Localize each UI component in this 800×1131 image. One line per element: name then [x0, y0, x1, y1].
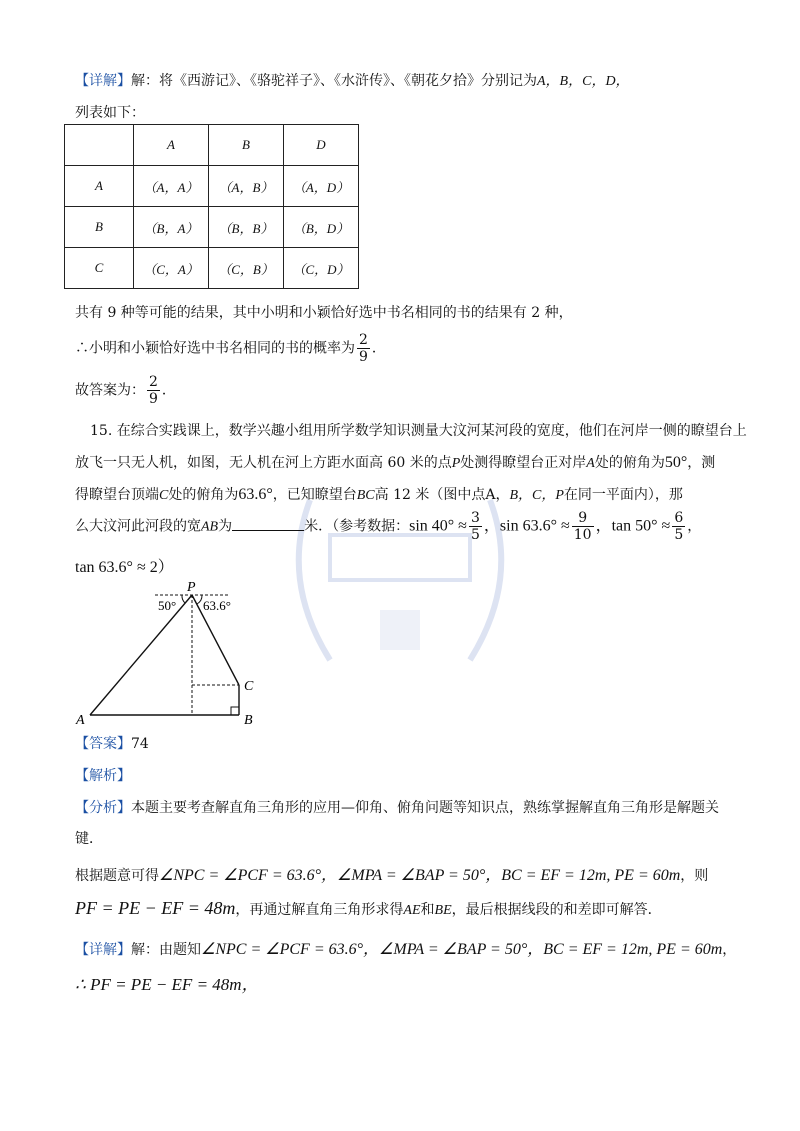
- table-header-cell: D: [284, 125, 359, 166]
- given-line2: PF = PE − EF = 48m，再通过解直角三角形求得AE和BE，最后根据线段的和差即可解答．: [75, 898, 662, 918]
- table-cell: （A，B）: [209, 166, 284, 207]
- detail-tag: 【详解】: [75, 73, 131, 89]
- problem15-line4: 么大汶河此河段的宽AB为 米．（参考数据：sin 40° ≈ $\frac{3}{5}$ ，sin 63.6° ≈ $\frac{9}{10}$ ，tan 50° ≈ $\frac{6}{5}$ ，: [75, 510, 702, 543]
- table-row: [65, 248, 359, 289]
- answer-line: [75, 733, 149, 753]
- ref3-fraction: $\frac{6}{5}$: [674, 510, 684, 543]
- answer-line-prev: 故答案为： $\frac{2}{9}$ ．: [75, 374, 176, 407]
- table-row: [65, 207, 359, 248]
- prev-detail-line: 【详解】解：将《西游记》、《骆驼祥子》、《水浒传》、《朝花夕拾》分别记为A，B，C，D，: [75, 73, 630, 89]
- detail-line2: ∴ PF = PE − EF = 48m，: [75, 975, 259, 994]
- label-A: A: [76, 713, 85, 728]
- fenxi-line2: 键．: [75, 831, 103, 847]
- table-header-row: [65, 125, 359, 166]
- answer-tag: 【答案】: [75, 736, 131, 752]
- table-cell: （A，D）: [284, 166, 359, 207]
- table-cell: （C，A）: [134, 248, 209, 289]
- table-cell: C: [65, 248, 134, 289]
- fenxi-tag: 【分析】: [75, 800, 131, 816]
- list-intro: 列表如下：: [75, 105, 145, 121]
- fenxi-line1: 【分析】本题主要考查解直角三角形的应用—仰角、俯角问题等知识点，熟练掌握解直角三角形是解题关: [75, 800, 719, 816]
- angle-arc-left: [182, 595, 185, 603]
- table-header-cell: B: [209, 125, 284, 166]
- table-cell: （B，D）: [284, 207, 359, 248]
- table-cell: （C，D）: [284, 248, 359, 289]
- table-header-cell: [65, 125, 134, 166]
- problem15-line1: 15. 在综合实践课上，数学兴趣小组用所学数学知识测量大汶河某河段的宽度，他们在河岸一侧的瞭望台上: [90, 423, 747, 439]
- analysis-tag: 【解析】: [75, 768, 131, 784]
- angle-arc-right: [197, 595, 202, 604]
- table-cell: （B，A）: [134, 207, 209, 248]
- table-cell: A: [65, 166, 134, 207]
- table-cell: （A，A）: [134, 166, 209, 207]
- answer-fraction: $\frac{2}{9}$: [149, 374, 158, 407]
- geometry-figure: [70, 578, 270, 728]
- answer-value: 74: [131, 736, 149, 752]
- given-line1: 根据题意可得∠NPC = ∠PCF = 63.6°，∠MPA = ∠BAP = 50°，BC = EF = 12m, PE = 60m，则: [75, 867, 709, 884]
- probability-line: ∴小明和小颖恰好选中书名相同的书的概率为 $\frac{2}{9}$ ．: [75, 332, 386, 365]
- problem15-line2: 放飞一只无人机，如图，无人机在河上方距水面高 60 米的点P处测得瞭望台正对岸A处的俯角为50°，测: [75, 454, 716, 471]
- table-row: [65, 166, 359, 207]
- ref2-fraction: $\frac{9}{10}$: [573, 510, 592, 543]
- label-C: C: [244, 679, 254, 694]
- label-B: B: [244, 713, 253, 728]
- outcome-table: [64, 124, 359, 289]
- problem15-line5: tan 63.6° ≈ 2）: [75, 559, 174, 576]
- detail-tag-2: 【详解】: [75, 942, 131, 958]
- table-cell: （C，B）: [209, 248, 284, 289]
- detail-line1: 【详解】解：由题知∠NPC = ∠PCF = 63.6°，∠MPA = ∠BAP = 50°，BC = EF = 12m, PE = 60m，: [75, 941, 737, 958]
- table-cell: B: [65, 207, 134, 248]
- table-cell: （B，B）: [209, 207, 284, 248]
- ref1-fraction: $\frac{3}{5}$: [470, 510, 480, 543]
- answer-blank: [232, 516, 304, 531]
- table-header-cell: A: [134, 125, 209, 166]
- segment-PA: [90, 595, 192, 715]
- angle-label-left: 50°: [158, 598, 177, 613]
- problem15-line3: 得瞭望台顶端C处的俯角为63.6°，已知瞭望台BC高 12 米（图中点A，B，C，P在同一平面内），那: [75, 486, 683, 503]
- right-angle-mark: [231, 707, 239, 715]
- prob-fraction: $\frac{2}{9}$: [359, 332, 368, 365]
- label-P: P: [187, 580, 196, 595]
- summary-line: 共有 9 种等可能的结果，其中小明和小颖恰好选中书名相同的书的结果有 2 种，: [75, 305, 573, 321]
- angle-label-right: 63.6°: [203, 598, 231, 613]
